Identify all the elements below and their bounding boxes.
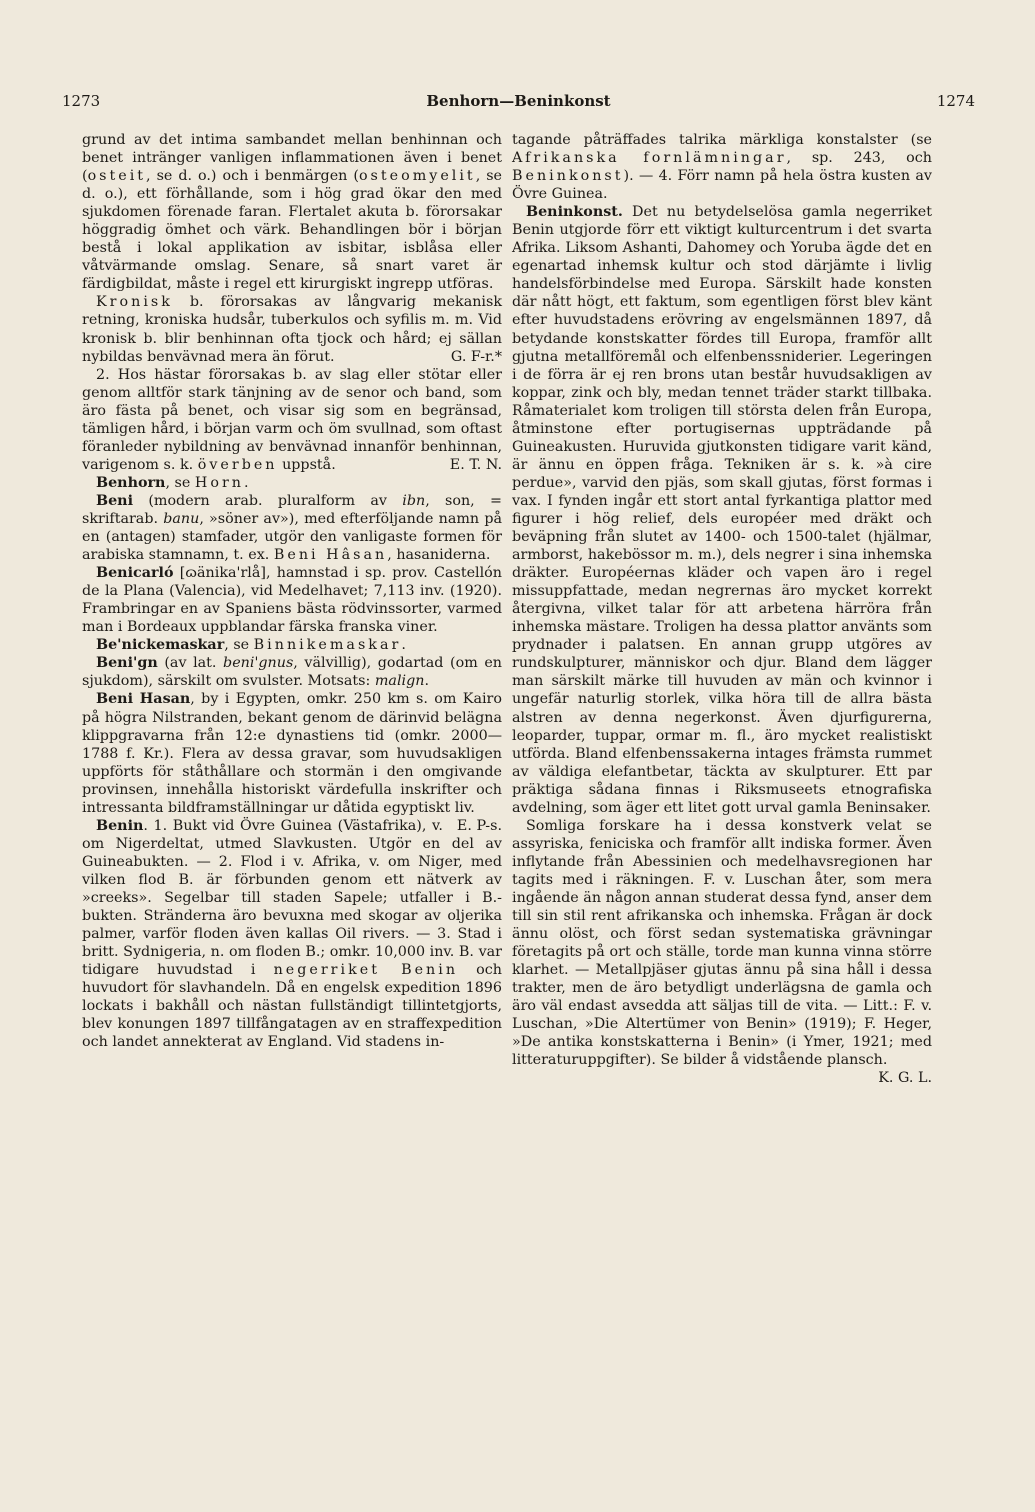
entry-benign: Beni'gn (av lat. beni'gnus, välvillig), godartad (om en sjukdom), särskilt om svulster. Motsats: malign. [82,655,502,690]
author-signature: G. F-r.* [450,348,502,365]
paragraph-kronisk: Kronisk b. förorsakas av långvarig mekanisk retning, kroniska hudsår, tuberkulos och syfilis m. m. Vid kronisk b. blir benhinnan ofta tjock och hård; ej sällan nybildas benvävnad mera än förut. G. F-r.* [82,294,502,365]
headword: Benin [96,817,144,834]
headword: Benhorn [96,474,166,491]
paragraph-hastar: 2. Hos hästar förorsakas b. av slag eller stötar eller genom alltför stark tänjning av de senor och band, som äro fästa på benet, och visar sig som en begränsad, tämligen hård, i början varm och öm svullnad, som oftast föranleder nybildning av benvävnad innanför benhinnan, varigenom s. k. överben uppstå. E. T. N. [82,366,502,473]
entry-benickemaskar: Be'nickemaskar, se Binnikemaskar. [96,637,406,654]
headword: Beni Hasan [96,691,191,708]
headword: Beninkonst. [526,204,623,221]
right-column [512,131,932,1087]
cross-reference: Horn [194,474,244,491]
page-header [62,92,975,116]
author-signature: E. P-s. [456,817,502,834]
running-head: Benhorn—Beninkonst [426,92,611,110]
entry-beninkonst: Beninkonst. Det nu betydelselösa gamla negerriket Benin utgjorde förr ett viktigt kulturcentrum i det svarta Afrika. Liksom Ashanti, Dahomey och Yoruba ägde det en egenartad inhemsk kultur och stod därjämte i livlig handelsförbindelse med Europa. Särskilt hade konsten där nått högt, ett faktum, som egentligen först blev känt efter huvudstadens erövring av engelsmännen 1897, då betydande konstskatter fördes till Europa, framför allt gjutna metallföremål och elfenbenssniderier. Legeringen i de förra är ej ren brons utan består huvudsakligen av koppar, zink och bly, medan tennet träder starkt tillbaka. Råmaterialet kom troligen till största delen från Europa, åtminstone efter portugisernas uppträdande på Guineakusten. Huruvida gjutkonsten tidigare varit känd, är ännu en öppen fråga. Tekniken är s. k. »à cire perdue», varvid den pjäs, som skall gjutas, först formas i vax. I fynden ingår ett stort antal fyrkantiga plattor med figurer i hög relief, dels européer med dräkt och beväpning från slutet av 1400- och 1500-talet (hjälmar, armborst, hakebössor m. m.), dels negrer i sina inhemska dräkter. Européernas kläder och vapen äro i regel missuppfattade, medan negrernas äro mycket korrekt återgivna, vilket talar för att arbetena härröra från inhemska mästare. Troligen ha dessa plattor använts som prydnader i palatsen. En annan grupp utgöres av rundskulpturer, människor och djur. Bland dem lägger man särskilt märke till huvuden av män och kvinnor i ungefär naturlig storlek, vilka höra till de allra bästa alstren av denna negerkonst. Även djurfigurerna, leoparder, tuppar, ormar m. fl., äro mycket realistiskt utförda. Bland elfenbenssakerna intages främsta rummet av väldiga elefantbetar, täckta av skulpturer. Ett par präktiga sådana finnas i Riksmuseets etnografiska avdelning, som äger ett litet gott urval gamla Beninsaker. [512,204,932,816]
cross-reference: Beninkonst [512,168,624,185]
headword: Be'nickemaskar [96,637,225,654]
author-signature: K. G. L. [878,1070,932,1087]
entry-benicarlo: Benicarló [ɷänika'rlå], hamnstad i sp. prov. Castellón de la Plana (Valencia), vid Medelhavet; 7,113 inv. (1920). Frambringar en av Spaniens bästa rödvinssorter, varmed man i Bordeaux uppblandar färska franska viner. [82,565,502,636]
headword: Beni'gn [96,655,158,672]
author-signature: E. T. N. [449,456,502,473]
entry-benhorn: Benhorn, se Horn. [96,474,249,491]
left-column [82,131,502,1051]
headword: Benicarló [96,565,174,582]
entry-beni-hasan: Beni Hasan, by i Egypten, omkr. 250 km s. om Kairo på högra Nilstranden, bekant genom de därinvid belägna klippgravarna från 12:e dynastiens tid (omkr. 2000—1788 f. Kr.). Flera av dessa gravar, som huvudsakligen uppförts för ståthållare och stormän i den omgivande provinsen, innehålla historiskt värdefulla inskrifter och intressanta bildframställningar ur dåtida egyptiskt liv. E. P-s. [82,691,502,834]
entry-benin-continued: tagande påträffades talrika märkliga konstalster (se Afrikanska fornlämningar, sp. 243, och Beninkonst). — 4. Förr namn på hela östra kusten av Övre Guinea. [512,132,932,203]
headword: Beni [96,492,134,509]
cross-reference: Afrikanska fornlämningar [512,150,787,167]
entry-benhinneinflammation-continued: grund av det intima sambandet mellan benhinnan och benet intränger vanligen inflammationen även i benet (osteit, se d. o.) och i benmärgen (osteomyelit, se d. o.), ett förhållande, som i hög grad ökar den med sjukdomen förenade faran. Flertalet akuta b. förorsakar höggradig ömhet och värk. Behandlingen bör i början bestå i lokal applikation av isbitar, isblåsa eller våtvärmande omslag. Senare, så snart varet är färdigbildat, måste i regel ett kirurgiskt ingrepp utföras. [82,132,503,293]
page-number-left: 1273 [62,92,101,110]
entry-beni: Beni (modern arab. pluralform av ibn, son, = skriftarab. banu, »söner av»), med efterföljande namn på en (antagen) stamfader, utgör den vanligaste formen för arabiska stamnamn, t. ex. Beni Hâsan, hasaniderna. [82,492,503,564]
cross-reference: Binnikemaskar [253,637,402,654]
entry-benin: Benin. 1. Bukt vid Övre Guinea (Västafrika), v. om Nigerdeltat, utmed Slavkusten. Utgör en del av Guineabukten. — 2. Flod i v. Afrika, v. om Niger, med vilken flod B. är förbunden genom ett nätverk av »creeks». Segelbar till staden Sapele; utfaller i B.-bukten. Stränderna äro bevuxna med skogar av oljerika palmer, varför floden även kallas Oil rivers. — 3. Stad i britt. Sydnigeria, n. om floden B.; omkr. 10,000 inv. B. var tidigare huvudstad i negerriket Benin och huvudort för slavhandeln. Då en engelsk expedition 1896 lockats i bakhåll och nästan fullständigt tillintetgjorts, blev konungen 1897 tillfångatagen av en straffexpedition och landet annekterat av England. Vid stadens in- [82,817,502,1051]
page-number-right: 1274 [936,92,975,110]
paragraph-beninkonst-2: Somliga forskare ha i dessa konstverk velat se assyriska, feniciska och framför allt indiska former. Även inflytande från Abessinien och medelhavsregionen har tagits med i räkningen. F. v. Luschan åter, som mera ingående än någon annan studerat dessa fynd, anser dem till sin stil rent afrikanska och inhemska. Frågan är dock ännu olöst, och först sedan systematiska grävningar företagits på ort och ställe, torde man kunna vinna större klarhet. — Metallpjäser gjutas ännu på sina håll i dessa trakter, men de äro betydligt underlägsna de gamla och äro väl endast avsedda att säljas till de vita. — Litt.: F. v. Luschan, »Die Altertümer von Benin» (1919); F. Heger, »De antika konstskatterna i Benin» (i Ymer, 1921; med litteraturuppgifter). Se bilder å vidstående plansch. K. G. L. [512,817,932,1087]
